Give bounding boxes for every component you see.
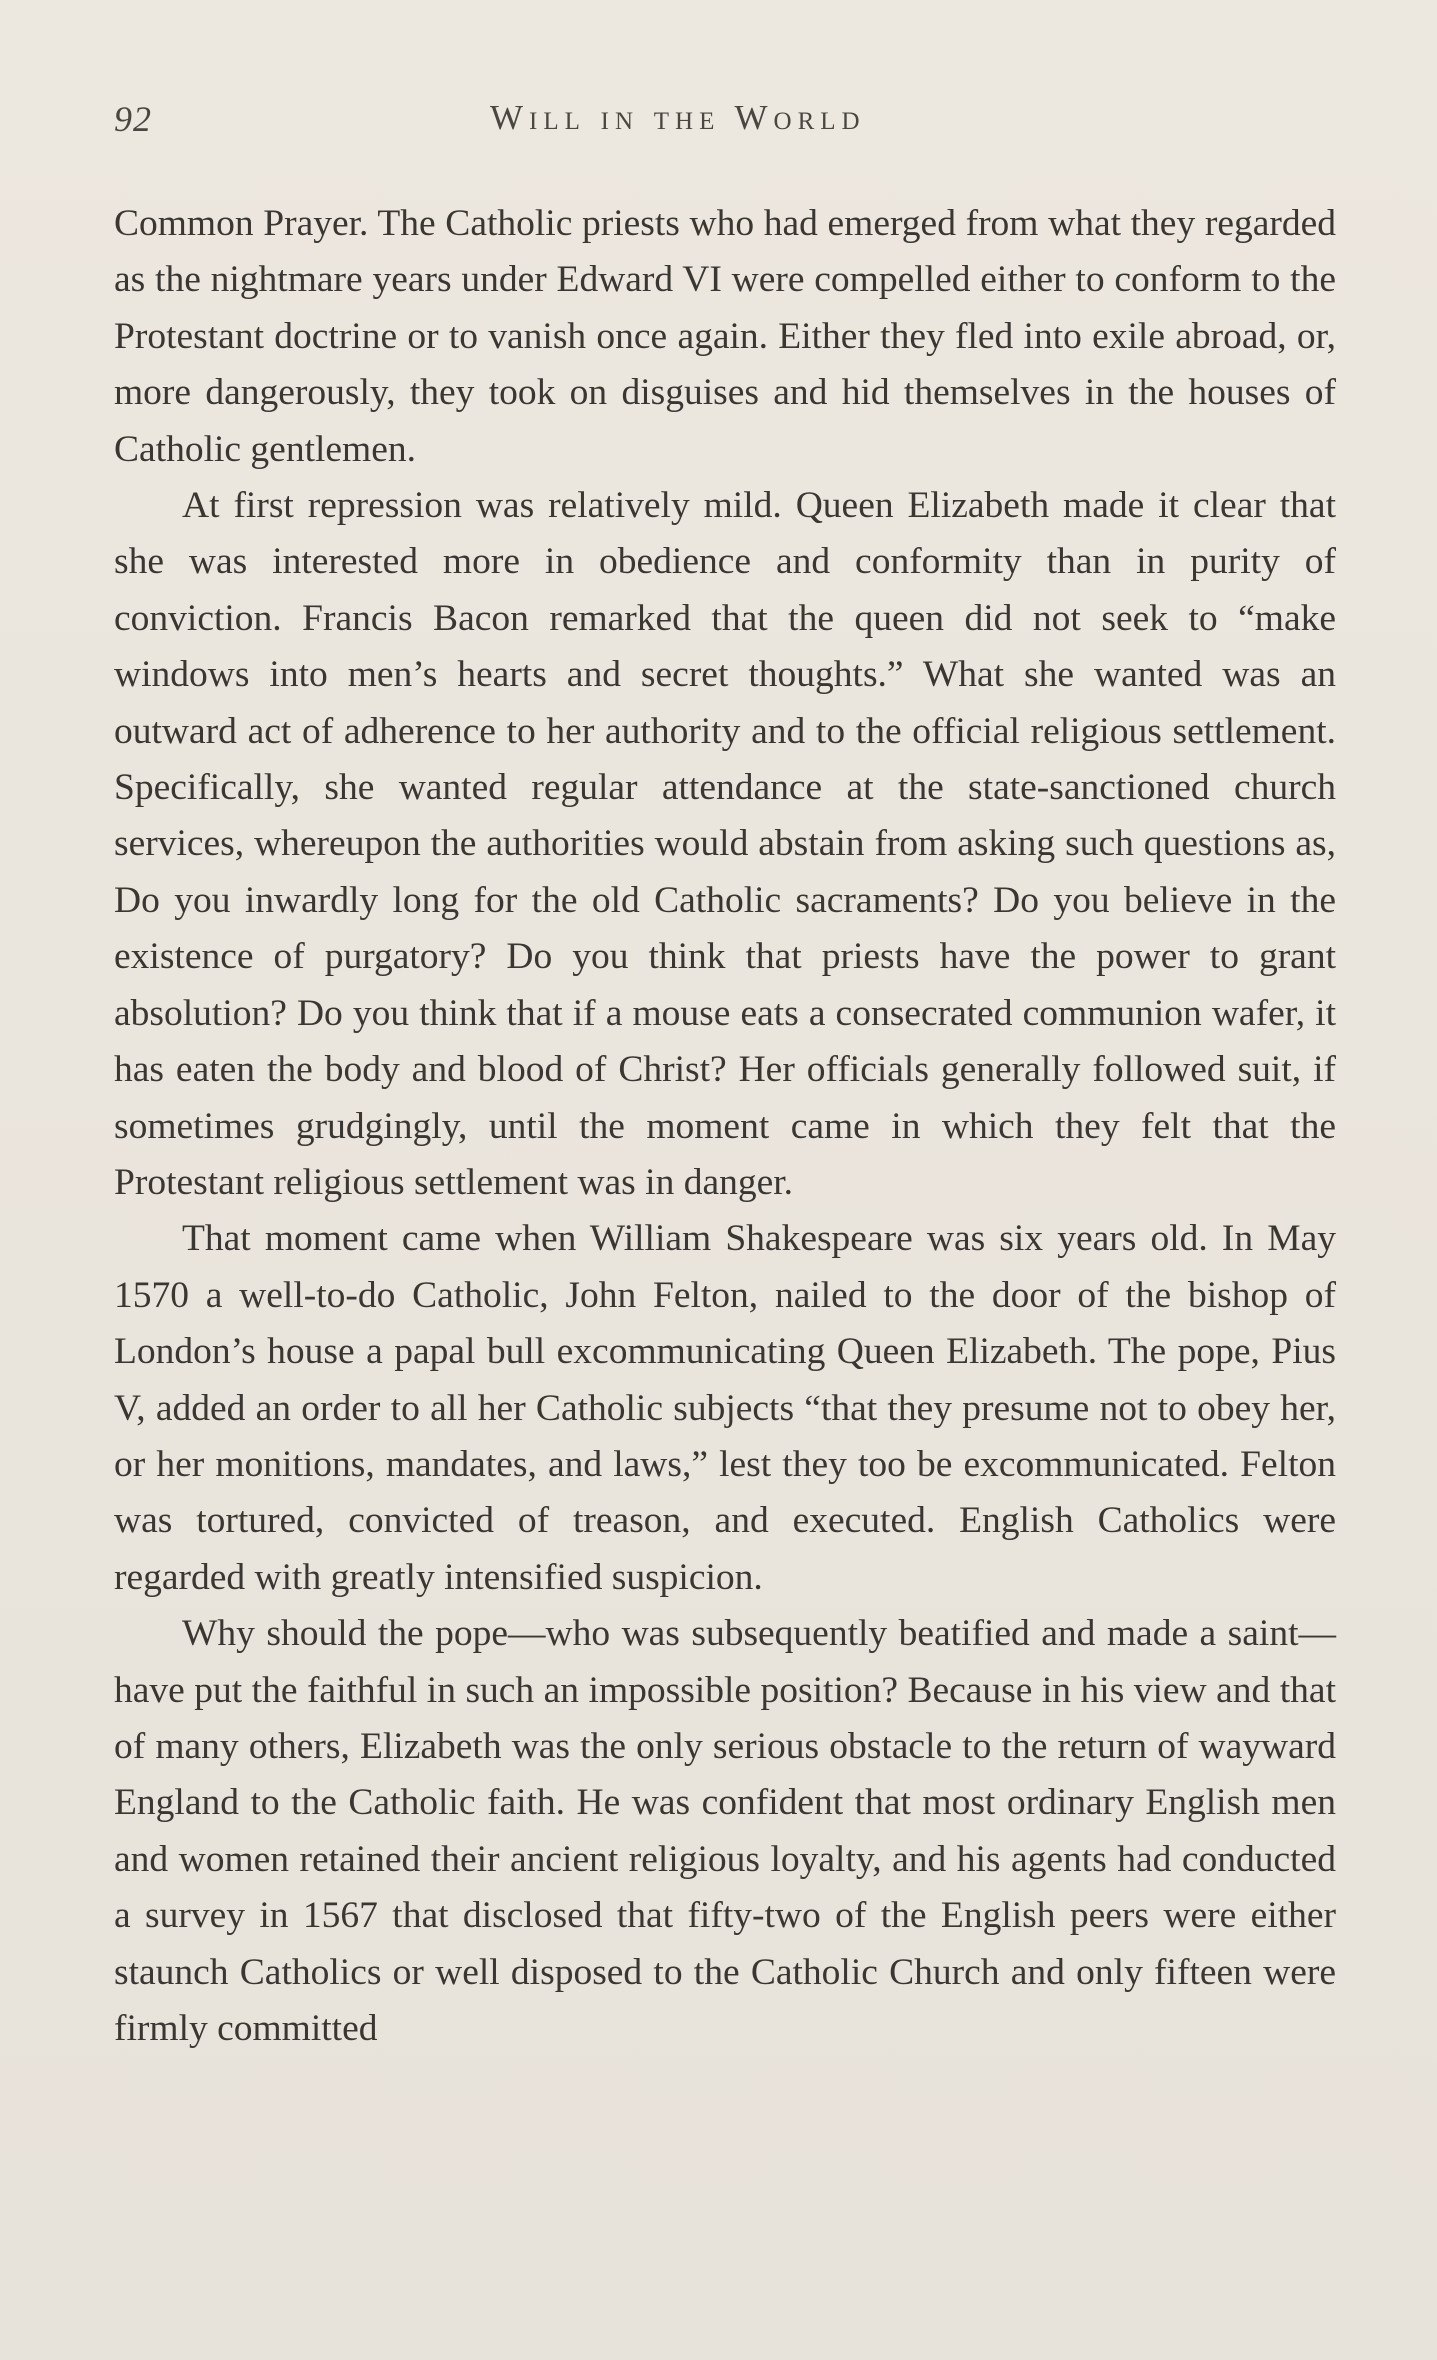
paragraph-2: At first repression was relatively mild. Queen Elizabeth made it clear that she was interested more in obedience and conformity than in purity of conviction. Francis Bacon remarked that the queen did not seek to “make windows into men’s hearts and secret thoughts.” What she wanted was an outward act of adherence to her authority and to the official religious settlement. Specifically, she wanted regular attendance at the state-sanctioned church services, whereupon the authorities would abstain from asking such questions as, Do you inwardly long for the old Catholic sacraments? Do you believe in the existence of purgatory? Do you think that priests have the power to grant absolution? Do you think that if a mouse eats a consecrated communion wafer, it has eaten the body and blood of Christ? Her officials generally followed suit, if sometimes grudgingly, until the moment came in which they felt that the Protestant religious settlement was in danger. (114, 485, 1336, 1203)
book-title: Will in the World (490, 98, 866, 137)
paragraph-1: Common Prayer. The Catholic priests who had emerged from what they regarded as the nightmare years under Edward VI were compelled either to conform to the Protestant doctrine or to vanish once again. Either they fled into exile abroad, or, more dangerously, they took on disguises and hid themselves in the houses of Catholic gentlemen. (114, 203, 1336, 470)
paragraph-4: Why should the pope—who was subsequently beatified and made a saint—have put the faithful in such an impossible position? Because in his view and that of many others, Elizabeth was the only serious obstacle to the return of wayward England to the Catholic faith. He was confident that most ordinary English men and women retained their ancient religious loyalty, and his agents had conducted a survey in 1567 that disclosed that fifty-two of the English peers were either staunch Catholics or well disposed to the Catholic Church and only fifteen were firmly committed (114, 1613, 1336, 2049)
body-text (114, 196, 1336, 2057)
paragraph-3: That moment came when William Shakespeare was six years old. In May 1570 a well-to-do Catholic, John Felton, nailed to the door of the bishop of London’s house a papal bull excommunicating Queen Elizabeth. The pope, Pius V, added an order to all her Catholic subjects “that they presume not to obey her, or her monitions, mandates, and laws,” lest they too be excommunicated. Felton was tortured, convicted of treason, and executed. English Catholics were regarded with greatly intensified suspicion. (114, 1218, 1336, 1598)
running-head (114, 92, 1336, 152)
page-number: 92 (114, 99, 152, 139)
